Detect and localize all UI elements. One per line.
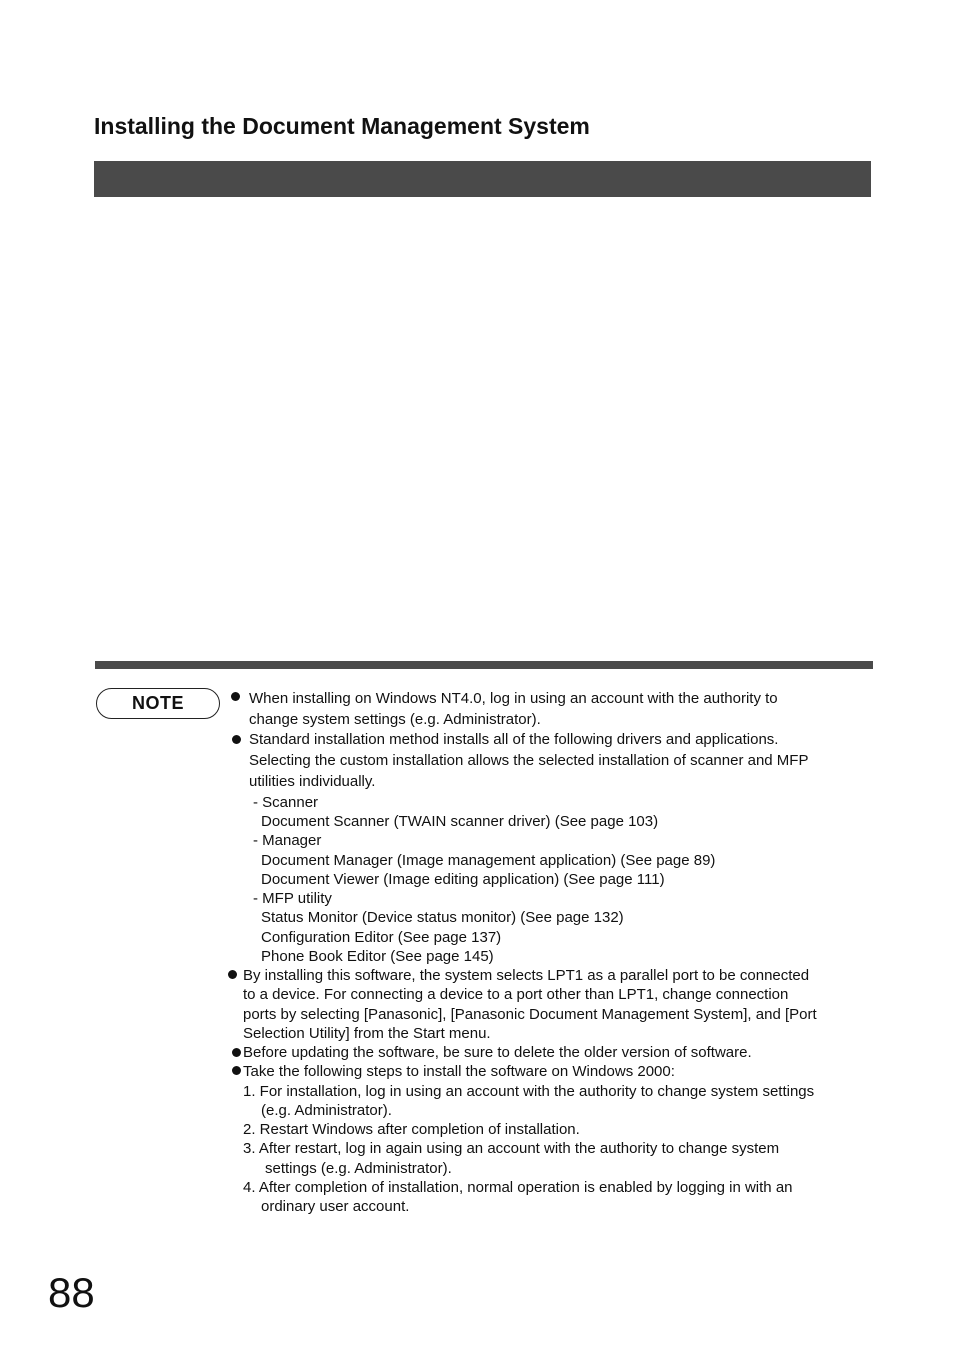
note-line: Take the following steps to install the software on Windows 2000: [243,1063,675,1080]
note-line: Document Viewer (Image editing application) (See page 111) [261,871,665,888]
note-line: ordinary user account. [261,1198,410,1215]
note-line: 1. For installation, log in using an account with the authority to change system settings [243,1083,815,1100]
note-line: Document Manager (Image management application) (See page 89) [261,852,716,869]
note-line: settings (e.g. Administrator). [265,1160,452,1177]
note-line: change system settings (e.g. Administrator). [249,711,541,728]
bullet-icon [228,970,237,979]
note-line: Status Monitor (Device status monitor) (See page 132) [261,909,624,926]
note-line: to a device. For connecting a device to a port other than LPT1, change connection [243,986,789,1003]
bullet-icon [231,692,240,701]
page-number: 88 [48,1269,95,1316]
note-line: 4. After completion of installation, normal operation is enabled by logging in with an [243,1179,793,1196]
note-line: Before updating the software, be sure to delete the older version of software. [243,1044,752,1061]
note-line: ports by selecting [Panasonic], [Panasonic Document Management System], and [Port [243,1006,817,1023]
page-title: Installing the Document Management System [94,113,590,139]
bullet-icon [232,735,241,744]
note-line: Selecting the custom installation allows the selected installation of scanner and MFP [249,752,809,769]
note-line: - Manager [253,832,322,849]
note-line: When installing on Windows NT4.0, log in using an account with the authority to [249,690,778,707]
note-line: - Scanner [253,794,319,811]
note-line: 3. After restart, log in again using an account with the authority to change system [243,1140,780,1157]
note-line: By installing this software, the system selects LPT1 as a parallel port to be connected [243,967,810,984]
header-bar [94,161,871,197]
bullet-icon [232,1066,241,1075]
note-line: (e.g. Administrator). [261,1102,392,1119]
note-line: Standard installation method installs all of the following drivers and applications. [249,731,779,748]
note-line: Phone Book Editor (See page 145) [261,948,494,965]
note-badge: NOTE [96,688,220,719]
section-divider [95,661,873,669]
note-line: Selection Utility] from the Start menu. [243,1025,491,1042]
note-line: 2. Restart Windows after completion of installation. [243,1121,580,1138]
note-line: Document Scanner (TWAIN scanner driver) (See page 103) [261,813,659,830]
note-line: Configuration Editor (See page 137) [261,929,502,946]
note-line: utilities individually. [249,773,376,790]
note-line: - MFP utility [253,890,332,907]
bullet-icon [232,1048,241,1057]
